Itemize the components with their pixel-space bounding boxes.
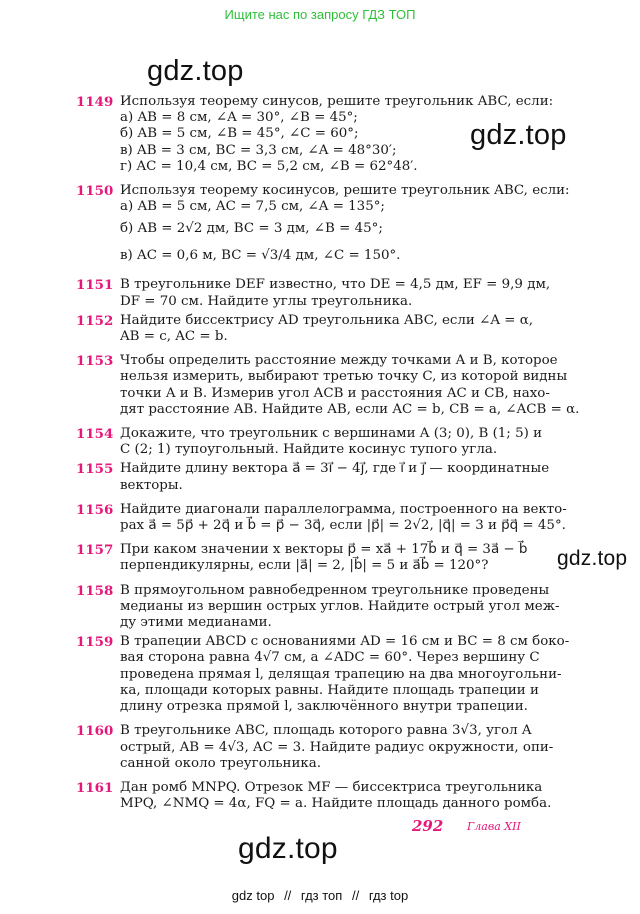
problem-line: MPQ, ∠NMQ = 4α, FQ = a. Найдите площадь данного ромба.	[120, 796, 552, 812]
problem-line: Дан ромб MNPQ. Отрезок MF — биссектриса треугольника	[120, 779, 543, 795]
problem-line: проведена прямая l, делящая трапецию на два многоугольни-	[120, 666, 562, 682]
problem-line: В трапеции ABCD с основаниями AD = 16 см и BC = 8 см боко-	[120, 634, 570, 650]
problem-line: Докажите, что треугольник с вершинами A (3; 0), B (1; 5) и	[120, 426, 543, 442]
problem-1160	[76, 723, 598, 772]
problem-line: перпендикулярны, если |a⃗| = 2, |b⃗| = 5 и a⃗b⃗ = 120°?	[120, 558, 489, 574]
top-banner[interactable]: Ищите нас по запросу ГДЗ ТОП	[224, 7, 416, 22]
bottom-links	[0, 888, 640, 903]
problem-list	[76, 94, 598, 815]
problem-line: векторы.	[120, 477, 183, 493]
problem-line: точки A и B. Измерив угол ACB и расстояния AC и CB, нахо-	[120, 385, 550, 401]
problem-line: C (2; 1) тупоугольный. Найдите косинус тупого угла.	[120, 442, 498, 458]
problem-number: 1155	[76, 461, 114, 478]
watermark: gdz.top	[470, 119, 567, 151]
problem-line: Найдите биссектрису AD треугольника ABC, если ∠A = α,	[120, 312, 534, 328]
problem-line: ка, площади которых равны. Найдите площадь трапеции и	[120, 682, 539, 698]
separator: //	[351, 888, 360, 903]
problem-line: Используя теорему синусов, решите треугольник ABC, если:	[120, 94, 554, 109]
problem-line: длину отрезка прямой l, заключённого внутри трапеции.	[120, 699, 528, 715]
problem-1151	[76, 277, 598, 309]
problem-1153	[76, 353, 598, 418]
problem-line: рах a⃗ = 5p⃗ + 2q⃗ и b⃗ = p⃗ − 3q⃗, если |p⃗| = 2√2, |q⃗| = 3 и p⃗q⃗ = 45°.	[120, 518, 566, 534]
problem-line: в) AC = 0,6 м, BC = √3/4 дм, ∠C = 150°.	[120, 248, 401, 264]
bottom-link[interactable]: гдз top	[368, 888, 409, 903]
problem-line: ду этими медианами.	[120, 615, 272, 631]
problem-line: Используя теорему косинусов, решите треугольник ABC, если:	[120, 183, 570, 199]
problem-1154	[76, 426, 598, 458]
problem-line: медианы из вершин острых углов. Найдите острый угол меж-	[120, 598, 560, 614]
watermark: gdz.top	[238, 832, 338, 865]
problem-line: дят расстояние AB. Найдите AB, если AC = b, CB = a, ∠ACB = α.	[120, 401, 580, 417]
problem-line: В прямоугольном равнобедренном треугольнике проведены	[120, 582, 550, 598]
problem-line: DF = 70 см. Найдите углы треугольника.	[120, 293, 413, 309]
problem-number: 1154	[76, 426, 114, 443]
problem-line: в) AB = 3 см, BC = 3,3 см, ∠A = 48°30′;	[120, 142, 397, 158]
problem-number: 1152	[76, 312, 114, 329]
problem-1149	[76, 94, 598, 175]
bottom-link[interactable]: гдз топ	[300, 888, 343, 903]
problem-line: В треугольнике DEF известно, что DE = 4,5 дм, EF = 9,9 дм,	[120, 277, 551, 293]
problem-line: а) AB = 5 см, AC = 7,5 см, ∠A = 135°;	[120, 199, 385, 215]
separator: //	[284, 888, 292, 903]
problem-1158	[76, 583, 598, 632]
problem-line: Найдите диагонали параллелограмма, построенного на векто-	[120, 501, 567, 517]
problem-number: 1150	[76, 183, 114, 200]
problem-number: 1157	[76, 542, 114, 559]
problem-1155	[76, 461, 598, 493]
problem-number: 1151	[76, 277, 114, 294]
problem-number: 1158	[76, 582, 114, 599]
problem-line: нельзя измерить, выбирают третью точку C, из которой видны	[120, 369, 568, 385]
watermark: gdz.top	[557, 547, 628, 570]
problem-number: 1156	[76, 501, 114, 518]
problem-number: 1149	[76, 94, 114, 110]
bottom-link[interactable]: gdz top	[231, 888, 275, 903]
problem-line: а) AB = 8 см, ∠A = 30°, ∠B = 45°;	[120, 110, 358, 126]
problem-1152	[76, 313, 598, 345]
problem-line: острый, AB = 4√3, AC = 3. Найдите радиус окружности, опи-	[120, 739, 554, 755]
watermark: gdz.top	[147, 55, 244, 87]
problem-number: 1160	[76, 723, 114, 740]
problem-line: б) AB = 5 см, ∠B = 45°, ∠C = 60°;	[120, 126, 359, 142]
problem-line: Чтобы определить расстояние между точками A и B, которое	[120, 353, 558, 369]
problem-1157	[76, 542, 598, 574]
page-number: 292	[412, 817, 444, 835]
problem-line: санной около треугольника.	[120, 755, 322, 771]
problem-1159	[76, 634, 598, 715]
problem-number: 1159	[76, 634, 114, 651]
problem-line: б) AB = 2√2 дм, BC = 3 дм, ∠B = 45°;	[120, 221, 383, 237]
problem-1150	[76, 183, 598, 269]
problem-line: г) AC = 10,4 см, BC = 5,2 см, ∠B = 62°48′.	[120, 158, 418, 174]
problem-line: AB = c, AC = b.	[120, 329, 228, 345]
problem-line: Найдите длину вектора a⃗ = 3i⃗ − 4j⃗, где i⃗ и j⃗ — координатные	[120, 461, 550, 477]
problem-number: 1153	[76, 353, 114, 370]
problem-line: При каком значении x векторы p⃗ = xa⃗ + 17b⃗ и q⃗ = 3a⃗ − b⃗	[120, 542, 528, 558]
chapter-label: Глава XII	[467, 820, 521, 833]
problem-line: вая сторона равна 4√7 см, а ∠ADC = 60°. Через вершину C	[120, 650, 540, 666]
problem-1161	[76, 780, 598, 812]
problem-1156	[76, 502, 598, 534]
problem-line: В треугольнике ABC, площадь которого равна 3√3, угол A	[120, 723, 532, 739]
problem-number: 1161	[76, 779, 114, 796]
